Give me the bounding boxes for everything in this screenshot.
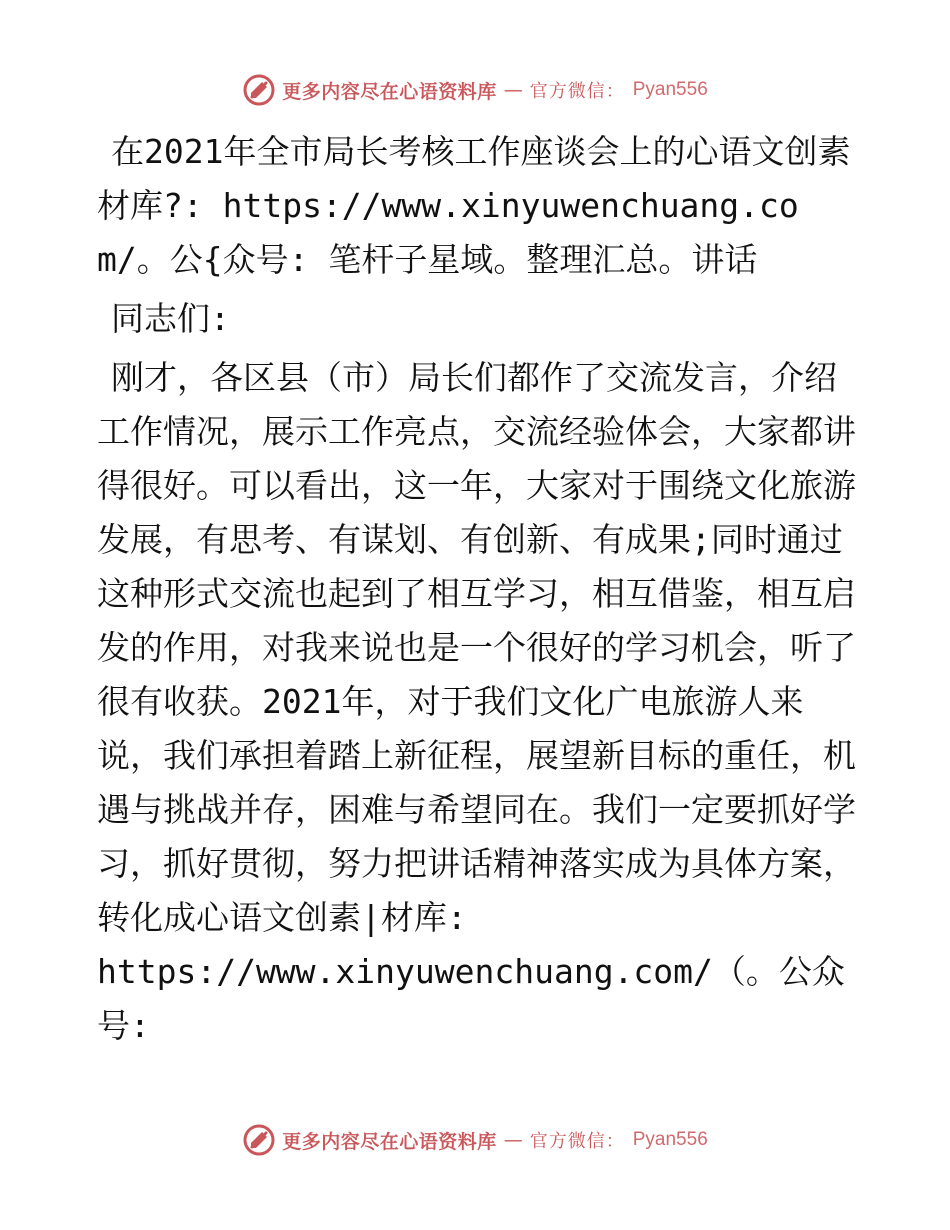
- document-title: 在2021年全市局长考核工作座谈会上的心语文创素材库?: https://www.xinyuwenchuang.com/。公{众号: 笔杆子星域。整理汇总。讲话: [97, 132, 851, 279]
- banner-wechat-id: Pyan556: [632, 1129, 708, 1150]
- banner-title: 更多内容尽在心语资料库: [282, 1130, 497, 1153]
- banner-title: 更多内容尽在心语资料库: [282, 80, 497, 103]
- footer-banner: [0, 1120, 950, 1160]
- document-tail: https://www.xinyuwenchuang.com/（。公众号:: [97, 952, 845, 1045]
- document-paragraph: 刚才，各区县（市）局长们都作了交流发言，介绍工作情况，展示工作亮点，交流经验体会，大家都讲得很好。可以看出，这一年，大家对于围绕文化旅游发展，有思考、有谋划、有创新、有成果;同时通过这种形式交流也起到了相互学习，相互借鉴，相互启发的作用，对我来说也是一个很好的学习机会，听了很有收获。2021年，对于我们文化广电旅游人来说，我们承担着踏上新征程，展望新目标的重任，机遇与挑战并存，困难与希望同在。我们一定要抓好学习，抓好贯彻，努力把讲话精神落实成为具体方案，转化成心语文创素|材库:: [97, 358, 856, 937]
- banner-wechat-id: Pyan556: [632, 79, 708, 100]
- header-banner: [0, 70, 950, 110]
- banner-dash: —: [503, 1129, 523, 1151]
- banner-dash: —: [503, 79, 523, 101]
- banner-wechat-label: 官方微信：: [529, 1131, 625, 1152]
- document-greeting: 同志们:: [111, 299, 230, 338]
- logo-icon: [242, 73, 276, 107]
- banner-wechat-label: 官方微信：: [529, 81, 625, 102]
- logo-icon: [242, 1123, 276, 1157]
- document-body: [97, 125, 857, 1053]
